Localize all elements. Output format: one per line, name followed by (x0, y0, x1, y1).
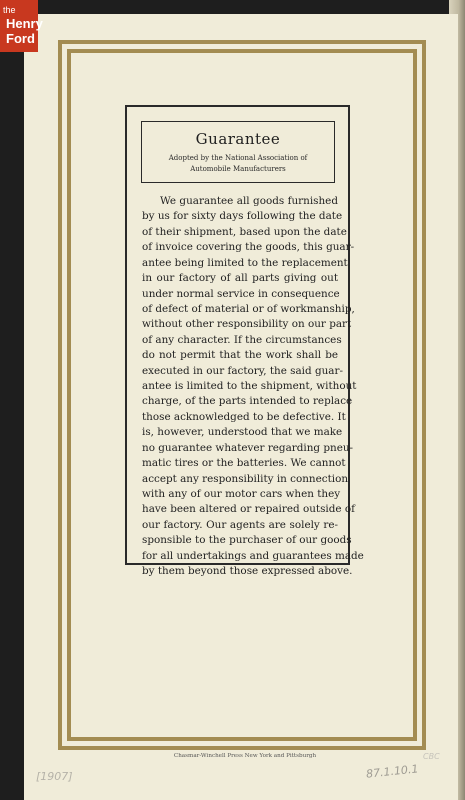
document-title: Guarantee (195, 130, 281, 148)
body-line: of any character. If the circumstances (142, 333, 342, 346)
logo-text-ford: Ford (6, 31, 35, 46)
subtitle-line: Automobile Manufacturers (190, 165, 286, 173)
body-line: is, however, understood that we make (142, 426, 343, 439)
pencil-annotation-date: [1907] (36, 770, 73, 783)
body-line: have been altered or repaired outside of (142, 503, 355, 516)
body-line: sponsible to the purchaser of our goods (142, 534, 352, 547)
body-line: by us for sixty days following the date (142, 210, 343, 223)
document-subtitle (154, 153, 322, 175)
logo-text-the: the (3, 5, 16, 15)
body-line: with any of our motor cars when they (142, 488, 341, 501)
body-line: of defect of material or of workmanship, (142, 302, 355, 315)
body-line: for all undertakings and guarantees made (142, 549, 364, 562)
body-line: antee being limited to the replacement (142, 256, 348, 269)
body-line: those acknowledged to be defective. It (142, 410, 346, 423)
body-line: without other responsibility on our part (142, 318, 352, 331)
guarantee-body-text (142, 194, 364, 580)
body-line: no guarantee whatever regarding pneu- (142, 441, 354, 454)
body-line: under normal service in consequence (142, 287, 340, 300)
pencil-annotation-corner: CBC (423, 752, 440, 761)
body-line: in our factory of all parts giving out (142, 272, 338, 285)
body-line: antee is limited to the shipment, without (142, 380, 357, 393)
subtitle-line: Adopted by the National Association of (168, 154, 308, 162)
henry-ford-logo (0, 0, 43, 52)
body-line: by them beyond those expressed above. (142, 565, 353, 578)
body-line: We guarantee all goods furnished (160, 195, 338, 207)
body-line: our factory. Our agents are solely re- (142, 518, 338, 531)
body-line: matic tires or the batteries. We cannot (142, 457, 346, 470)
body-line: accept any responsibility in connection (142, 472, 349, 485)
body-line: of invoice covering the goods, this guar- (142, 241, 355, 254)
body-line: do not permit that the work shall be (142, 349, 338, 362)
title-box (141, 121, 335, 183)
body-line: charge, of the parts intended to replace (142, 395, 353, 408)
logo-text-henry: Henry (6, 16, 43, 31)
body-line: executed in our factory, the said guar- (142, 364, 343, 377)
body-line: of their shipment, based upon the date (142, 225, 347, 238)
printer-imprint: Chasmar-Winchell Press New York and Pittsburgh (173, 753, 317, 759)
pencil-annotation-accession: 87.1.10.1 (365, 762, 420, 781)
